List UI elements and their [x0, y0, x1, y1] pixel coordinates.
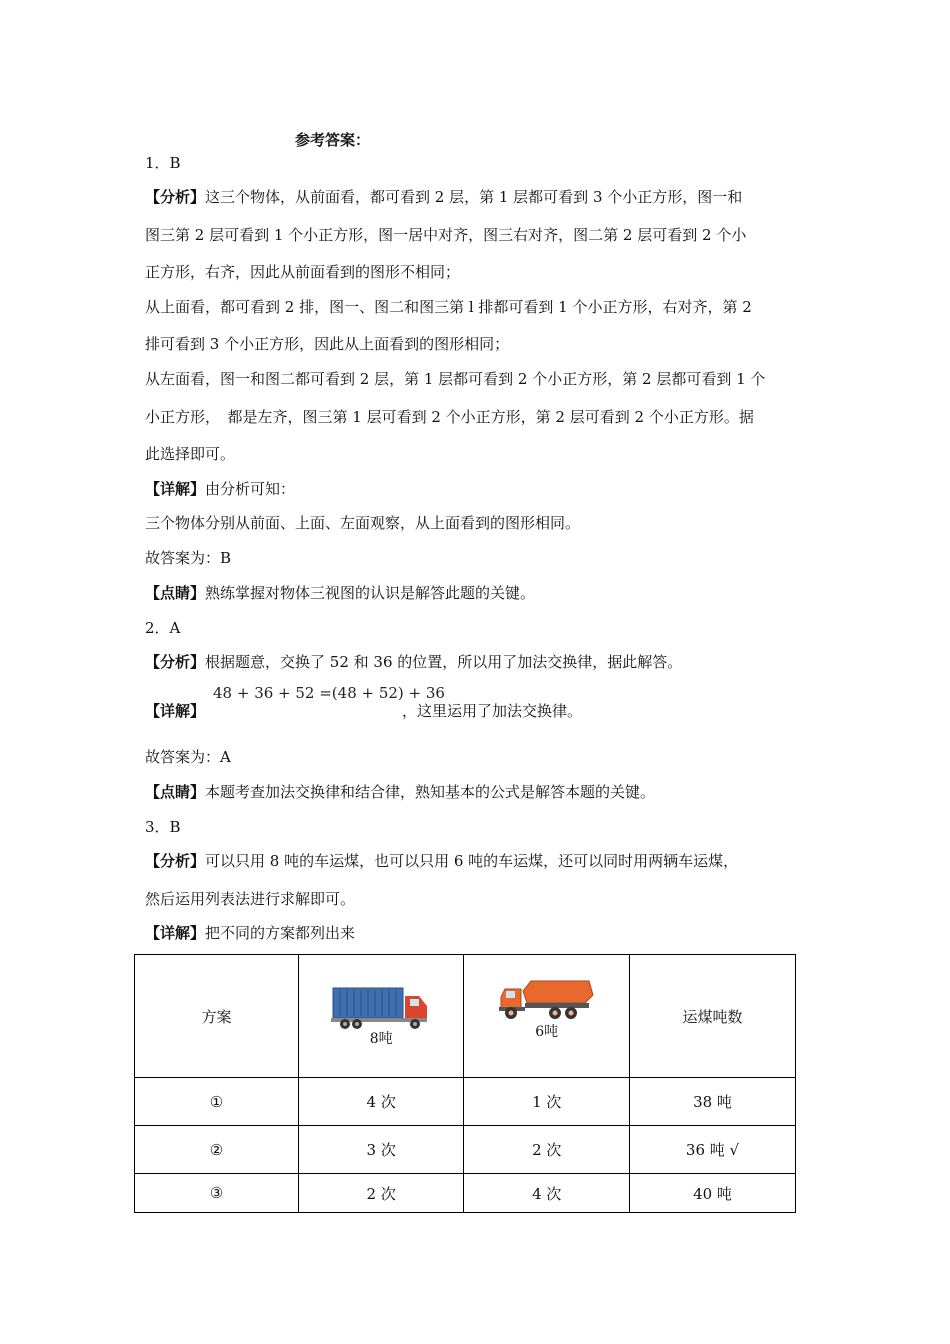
point-tag: 【点睛】: [145, 584, 206, 602]
analysis-text: 这三个物体，从前面看，都可看到 2 层，第 1 层都可看到 3 个小正方形，图一和: [205, 188, 743, 206]
table-row: [135, 1126, 796, 1174]
detail-tag: 【详解】: [145, 480, 206, 498]
q1-analysis-line: [145, 187, 742, 207]
point-text: 熟练掌握对物体三视图的认识是解答此题的关键。: [205, 584, 536, 602]
q3-label: 3．B: [145, 818, 181, 836]
point-text: 本题考查加法交换律和结合律，熟知基本的公式是解答本题的关键。: [205, 783, 656, 801]
q2-detail-text: ，这里运用了加法交换律。: [402, 702, 583, 720]
detail-text: 由分析可知：: [205, 480, 296, 498]
q1-label: 1．B: [145, 154, 181, 172]
header-truck-6: [464, 955, 630, 1078]
analysis-tag: 【分析】: [145, 188, 206, 206]
q1-analysis-line: 小正方形， 都是左齐，图三第 1 层可看到 2 个小正方形，第 2 层可看到 2 个小正方形。据: [145, 408, 754, 426]
detail-text: 把不同的方案都列出来: [205, 924, 356, 942]
q2-detail-tag: [145, 701, 205, 721]
q1-analysis-line: 排可看到 3 个小正方形，因此从上面看到的图形相同；: [145, 335, 510, 353]
header-total: 运煤吨数: [630, 955, 796, 1078]
q2-analysis-line: [145, 652, 682, 672]
truck-6-label: 6吨: [535, 1024, 559, 1040]
q1-analysis-line: 图三第 2 层可看到 1 个小正方形，图一居中对齐，图三右对齐，图二第 2 层可看到 2 个小: [145, 226, 747, 244]
cell-total: 38 吨: [630, 1078, 796, 1126]
q2-formula: 48 + 36 + 52 =(48 + 52) + 36: [213, 684, 445, 702]
cell-plan: ①: [135, 1078, 299, 1126]
header-plan: 方案: [135, 955, 299, 1078]
detail-tag: 【详解】: [145, 924, 206, 942]
dump-truck-icon: [497, 977, 597, 1023]
cell-truck-8-trips: 4 次: [298, 1078, 464, 1126]
analysis-text: 可以只用 8 吨的车运煤，也可以只用 6 吨的车运煤，还可以同时用两辆车运煤，: [205, 852, 739, 870]
cell-truck-8-trips: 2 次: [298, 1174, 464, 1213]
header-truck-8: [298, 955, 464, 1078]
q2-label: 2．A: [145, 619, 181, 637]
container-truck-icon: [331, 984, 431, 1030]
cell-truck-6-trips: 2 次: [464, 1126, 630, 1174]
cell-truck-8-trips: 3 次: [298, 1126, 464, 1174]
truck-8-label: 8吨: [369, 1031, 393, 1047]
q1-analysis-line: 从上面看，都可看到 2 排，图一、图二和图三第 l 排都可看到 1 个小正方形，右对齐，第 2: [145, 298, 752, 316]
point-tag: 【点睛】: [145, 783, 206, 801]
q1-point-line: [145, 583, 535, 603]
table-row: [135, 1078, 796, 1126]
q1-analysis-line: 正方形，右齐，因此从前面看到的图形不相同；: [145, 263, 461, 281]
q1-analysis-line: 从左面看，图一和图二都可看到 2 层，第 1 层都可看到 2 个小正方形，第 2 层都可看到 1 个: [145, 370, 766, 388]
q3-detail-line: [145, 923, 355, 943]
table-header-row: [135, 955, 796, 1078]
q2-answer: 故答案为：A: [145, 748, 231, 766]
q3-analysis-line: [145, 851, 738, 871]
analysis-tag: 【分析】: [145, 653, 206, 671]
q1-detail-text: 三个物体分别从前面、上面、左面观察，从上面看到的图形相同。: [145, 514, 581, 532]
q3-analysis-line: 然后运用列表法进行求解即可。: [145, 890, 356, 908]
plan-table: [134, 954, 796, 1213]
detail-tag: 【详解】: [145, 702, 206, 720]
cell-plan: ②: [135, 1126, 299, 1174]
cell-truck-6-trips: 1 次: [464, 1078, 630, 1126]
analysis-text: 根据题意，交换了 52 和 36 的位置，所以用了加法交换律，据此解答。: [205, 653, 683, 671]
cell-plan: ③: [135, 1174, 299, 1213]
q1-analysis-line: 此选择即可。: [145, 445, 236, 463]
page-title: 参考答案：: [294, 131, 370, 149]
cell-total: 40 吨: [630, 1174, 796, 1213]
analysis-tag: 【分析】: [145, 852, 206, 870]
q1-detail-line: [145, 479, 295, 499]
table-row: [135, 1174, 796, 1213]
q2-point-line: [145, 782, 655, 802]
q1-answer: 故答案为：B: [145, 549, 232, 567]
cell-total: 36 吨 √: [630, 1126, 796, 1174]
cell-truck-6-trips: 4 次: [464, 1174, 630, 1213]
